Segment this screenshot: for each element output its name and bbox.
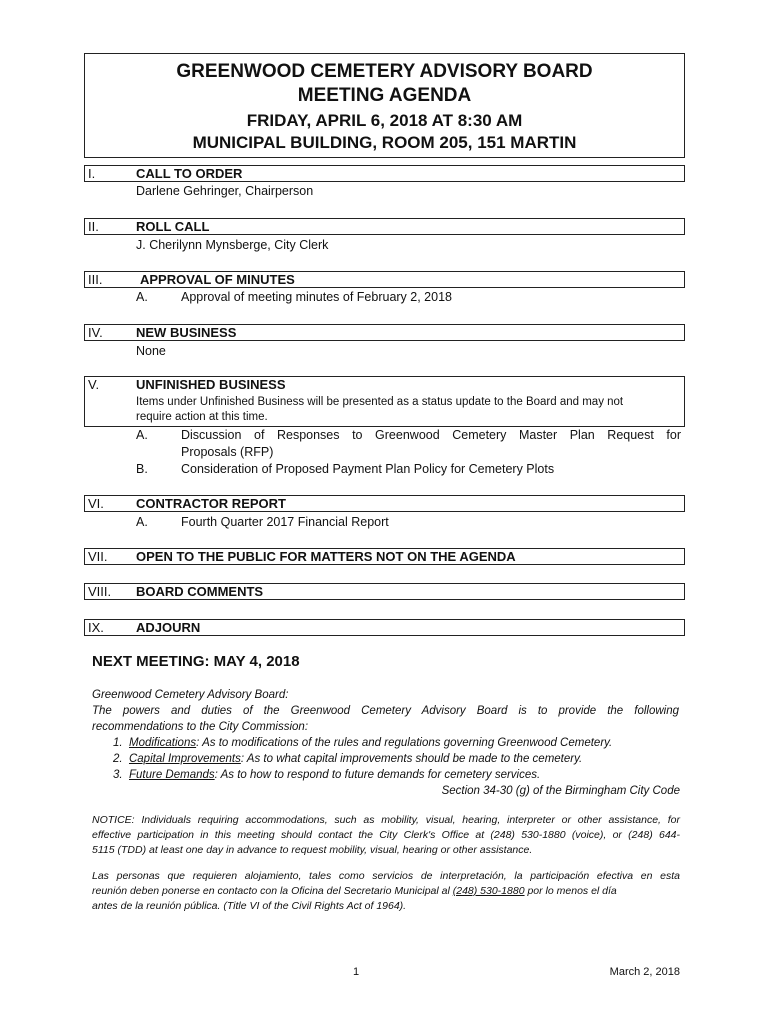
- item-text: Fourth Quarter 2017 Financial Report: [181, 515, 389, 529]
- board-intro: Greenwood Cemetery Advisory Board:: [92, 689, 289, 701]
- section-bar: [84, 583, 685, 600]
- duty-item: [113, 735, 612, 751]
- section-heading: APPROVAL OF MINUTES: [140, 272, 295, 287]
- duty-number: 2.: [113, 753, 123, 765]
- section-number: VII.: [88, 549, 108, 564]
- item-text-cont: Proposals (RFP): [181, 445, 274, 459]
- duty-number: 3.: [113, 769, 123, 781]
- notice-line: effective participation in this meeting should contact the City Clerk's Office at (248) 530-1880 (voice), or (248) 644-: [92, 829, 680, 841]
- section-detail: None: [136, 344, 166, 358]
- spanish-text: reunión deben ponerse en contacto con la Oficina del Secretario Municipal al: [92, 885, 453, 897]
- duty-text: : As to modifications of the rules and regulations governing Greenwood Cemetery.: [196, 737, 613, 749]
- page-number: 1: [353, 966, 360, 978]
- notice-line: 5115 (TDD) at least one day in advance to request mobility, visual, hearing or other assistance.: [92, 844, 533, 856]
- section-bar: [84, 619, 685, 636]
- section-number: V.: [88, 377, 100, 392]
- section-number: IV.: [88, 325, 103, 340]
- board-title: GREENWOOD CEMETERY ADVISORY BOARD: [176, 61, 593, 82]
- section-bar: [84, 376, 685, 427]
- board-duties: The powers and duties of the Greenwood Cemetery Advisory Board is to provide the following: [92, 705, 679, 717]
- section-heading: CALL TO ORDER: [136, 166, 243, 181]
- duty-text: : As to how to respond to future demands for cemetery services.: [214, 769, 541, 781]
- section-number: VI.: [88, 496, 104, 511]
- title-box: [84, 53, 685, 158]
- next-meeting: NEXT MEETING: MAY 4, 2018: [92, 653, 300, 670]
- spanish-notice-line: [92, 884, 680, 899]
- clerk-phone: (248) 530-1880: [452, 885, 525, 897]
- section-heading: CONTRACTOR REPORT: [136, 496, 286, 511]
- item-text: Approval of meeting minutes of February 2, 2018: [181, 290, 452, 304]
- spanish-notice-line: Las personas que requieren alojamiento, tales como servicios de interpretación, la participación efectiva en esta: [92, 870, 680, 882]
- item-text: Discussion of Responses to Greenwood Cemetery Master Plan Request for: [181, 428, 681, 442]
- meeting-location: MUNICIPAL BUILDING, ROOM 205, 151 MARTIN: [192, 133, 577, 152]
- section-heading: UNFINISHED BUSINESS: [136, 377, 286, 392]
- agenda-title: MEETING AGENDA: [297, 85, 472, 106]
- section-number: I.: [88, 166, 96, 181]
- duty-text: : As to what capital improvements should be made to the cemetery.: [240, 753, 583, 765]
- section-heading: ROLL CALL: [136, 219, 210, 234]
- section-bar: [84, 165, 685, 182]
- duty-term: Modifications: [128, 737, 197, 749]
- duty-number: 1.: [113, 737, 123, 749]
- item-letter: B.: [136, 462, 148, 476]
- section-detail: J. Cherilynn Mynsberge, City Clerk: [136, 238, 329, 252]
- section-note: Items under Unfinished Business will be presented as a status update to the Board and may not: [136, 396, 624, 408]
- section-heading: NEW BUSINESS: [136, 325, 237, 340]
- meeting-date: FRIDAY, APRIL 6, 2018 AT 8:30 AM: [246, 111, 523, 130]
- spanish-text: por lo menos el día: [524, 885, 617, 897]
- section-heading: OPEN TO THE PUBLIC FOR MATTERS NOT ON THE AGENDA: [136, 549, 516, 564]
- item-text: Consideration of Proposed Payment Plan Policy for Cemetery Plots: [181, 462, 555, 476]
- notice-line: NOTICE: Individuals requiring accommodations, such as mobility, visual, hearing, interpreter or other assistance, for: [92, 814, 680, 826]
- code-citation: Section 34-30 (g) of the Birmingham City Code: [441, 785, 680, 797]
- section-heading: ADJOURN: [136, 620, 201, 635]
- section-number: IX.: [88, 620, 104, 635]
- item-letter: A.: [136, 428, 148, 442]
- duty-item: [113, 767, 540, 783]
- section-bar: [84, 548, 685, 565]
- section-bar: [84, 218, 685, 235]
- section-number: II.: [88, 219, 99, 234]
- duty-term: Future Demands: [128, 769, 215, 781]
- section-bar: [84, 271, 685, 288]
- duty-term: Capital Improvements: [128, 753, 241, 765]
- section-detail: Darlene Gehringer, Chairperson: [136, 184, 314, 198]
- board-duties-cont: recommendations to the City Commission:: [92, 721, 309, 733]
- section-number: VIII.: [88, 584, 112, 599]
- section-bar: [84, 324, 685, 341]
- footer-date: March 2, 2018: [609, 966, 680, 978]
- section-note: require action at this time.: [136, 411, 268, 423]
- section-heading: BOARD COMMENTS: [136, 584, 264, 599]
- item-letter: A.: [136, 290, 148, 304]
- item-letter: A.: [136, 515, 148, 529]
- section-number: III.: [88, 272, 103, 287]
- section-bar: [84, 495, 685, 512]
- duty-item: [113, 751, 582, 767]
- spanish-notice-line: antes de la reunión pública. (Title VI of the Civil Rights Act of 1964).: [92, 900, 407, 912]
